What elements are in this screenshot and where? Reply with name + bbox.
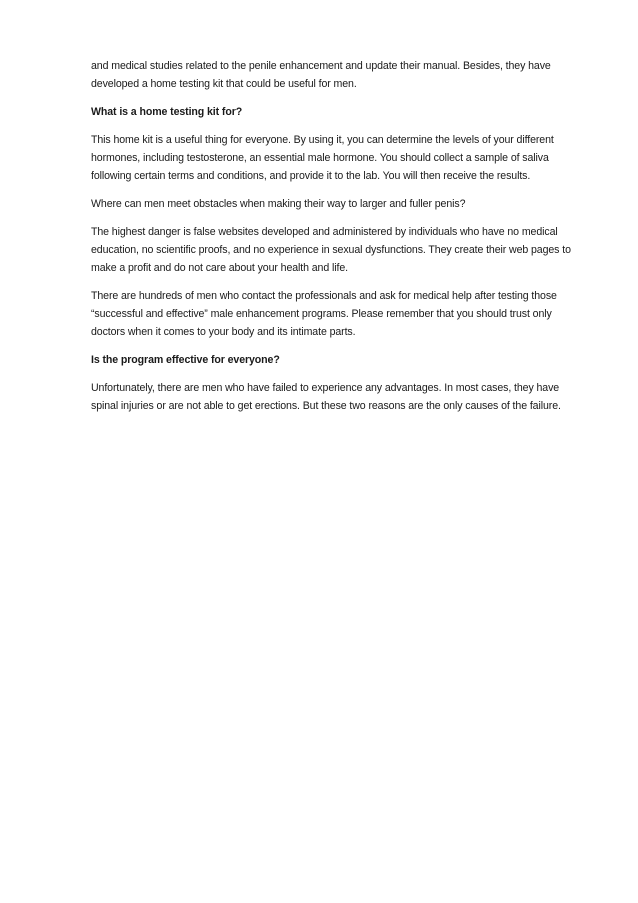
paragraph-intro [91,57,591,93]
text-line: “successful and effective” male enhancement programs. Please remember that you should trust only [91,308,552,320]
text-line: This home kit is a useful thing for everyone. By using it, you can determine the levels of your different [91,134,554,146]
text-line: doctors when it comes to your body and its intimate parts. [91,326,356,338]
text-line: spinal injuries or are not able to get erections. But these two reasons are the only causes of the failure. [91,400,561,412]
section-heading-program-effective [91,351,591,369]
text-line: developed a home testing kit that could be useful for men. [91,78,357,90]
section-heading-home-testing-kit [91,103,591,121]
paragraph-hundreds-of-men [91,287,591,341]
text-line: and medical studies related to the penile enhancement and update their manual. Besides, they have [91,60,551,72]
text-line: The highest danger is false websites developed and administered by individuals who have no medical [91,226,558,238]
paragraph-home-kit [91,131,591,185]
text-line: make a profit and do not care about your health and life. [91,262,348,274]
text-line: Unfortunately, there are men who have failed to experience any advantages. In most cases, they have [91,382,560,394]
paragraph-danger [91,223,591,277]
paragraph-unfortunately [91,379,591,415]
text-line: hormones, including testosterone, an essential male hormone. You should collect a sample of saliva [91,152,549,164]
text-line: following certain terms and conditions, and provide it to the lab. You will then receive the results. [91,170,531,182]
text-line: Where can men meet obstacles when making their way to larger and fuller penis? [91,198,466,210]
text-line: education, no scientific proofs, and no experience in sexual dysfunctions. They create their web pages to [91,244,571,256]
document-page [91,57,591,425]
paragraph-obstacles-question [91,195,591,213]
heading-text: Is the program effective for everyone? [91,354,280,366]
heading-text: What is a home testing kit for? [91,106,243,118]
text-line: There are hundreds of men who contact the professionals and ask for medical help after testing those [91,290,557,302]
